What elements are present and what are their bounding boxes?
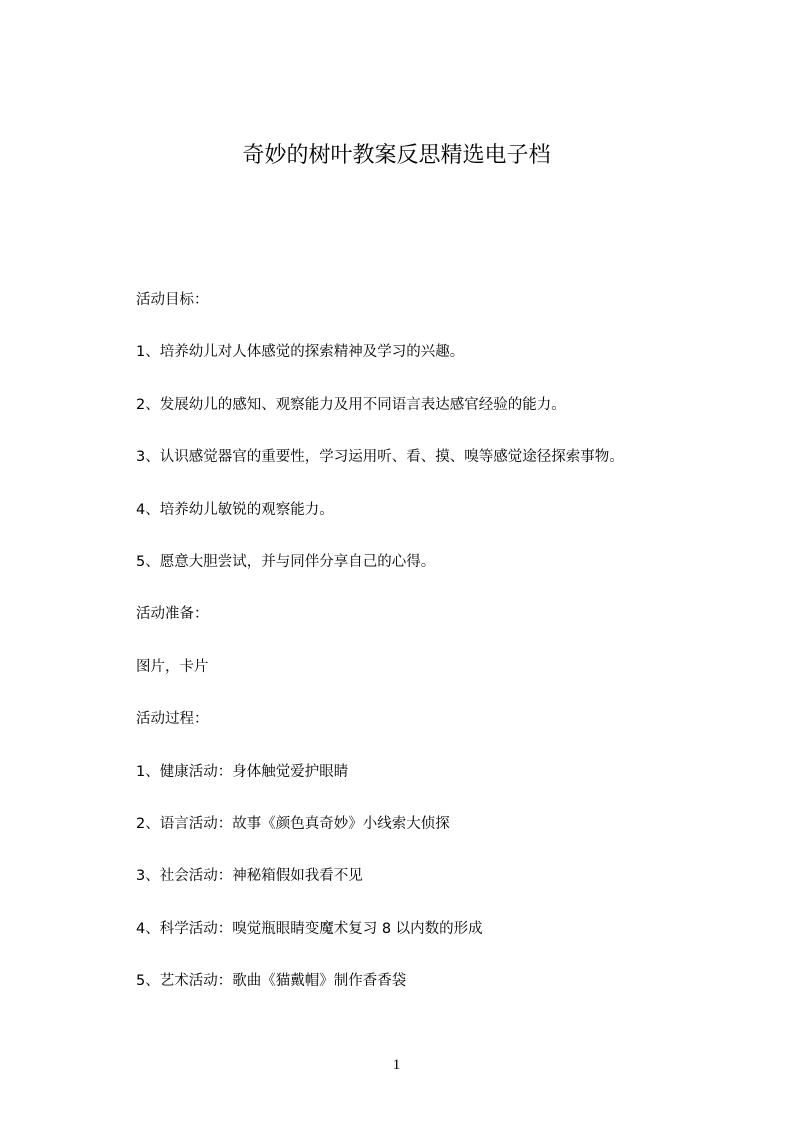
document-title: 奇妙的树叶教案反思精选电子档 bbox=[242, 143, 551, 168]
document-body bbox=[136, 290, 736, 1023]
process-item-3: 3、社会活动：神秘箱假如我看不见 bbox=[136, 868, 363, 885]
process-item-1: 1、健康活动：身体触觉爱护眼睛 bbox=[136, 763, 349, 780]
page-number: 1 bbox=[392, 1057, 401, 1073]
goal-item-4: 4、培养幼儿敏锐的观察能力。 bbox=[136, 501, 334, 518]
goal-item-5: 5、愿意大胆尝试，并与同伴分享自己的心得。 bbox=[136, 553, 436, 570]
section-heading-process: 活动过程： bbox=[136, 711, 209, 728]
process-item-5: 5、艺术活动：歌曲《猫戴帽》制作香香袋 bbox=[136, 973, 407, 990]
goal-item-2: 2、发展幼儿的感知、观察能力及用不同语言表达感官经验的能力。 bbox=[136, 396, 566, 413]
goal-item-3: 3、认识感觉器官的重要性，学习运用听、看、摸、嗅等感觉途径探索事物。 bbox=[136, 449, 624, 466]
process-item-4: 4、科学活动：嗅觉瓶眼睛变魔术复习 8 以内数的形成 bbox=[136, 920, 483, 937]
goal-item-1: 1、培养幼儿对人体感觉的探索精神及学习的兴趣。 bbox=[136, 344, 465, 361]
section-heading-preparation: 活动准备： bbox=[136, 606, 209, 623]
process-item-2: 2、语言活动：故事《颜色真奇妙》小线索大侦探 bbox=[136, 815, 450, 832]
preparation-text: 图片，卡片 bbox=[136, 658, 209, 675]
section-heading-goals: 活动目标： bbox=[136, 292, 209, 308]
